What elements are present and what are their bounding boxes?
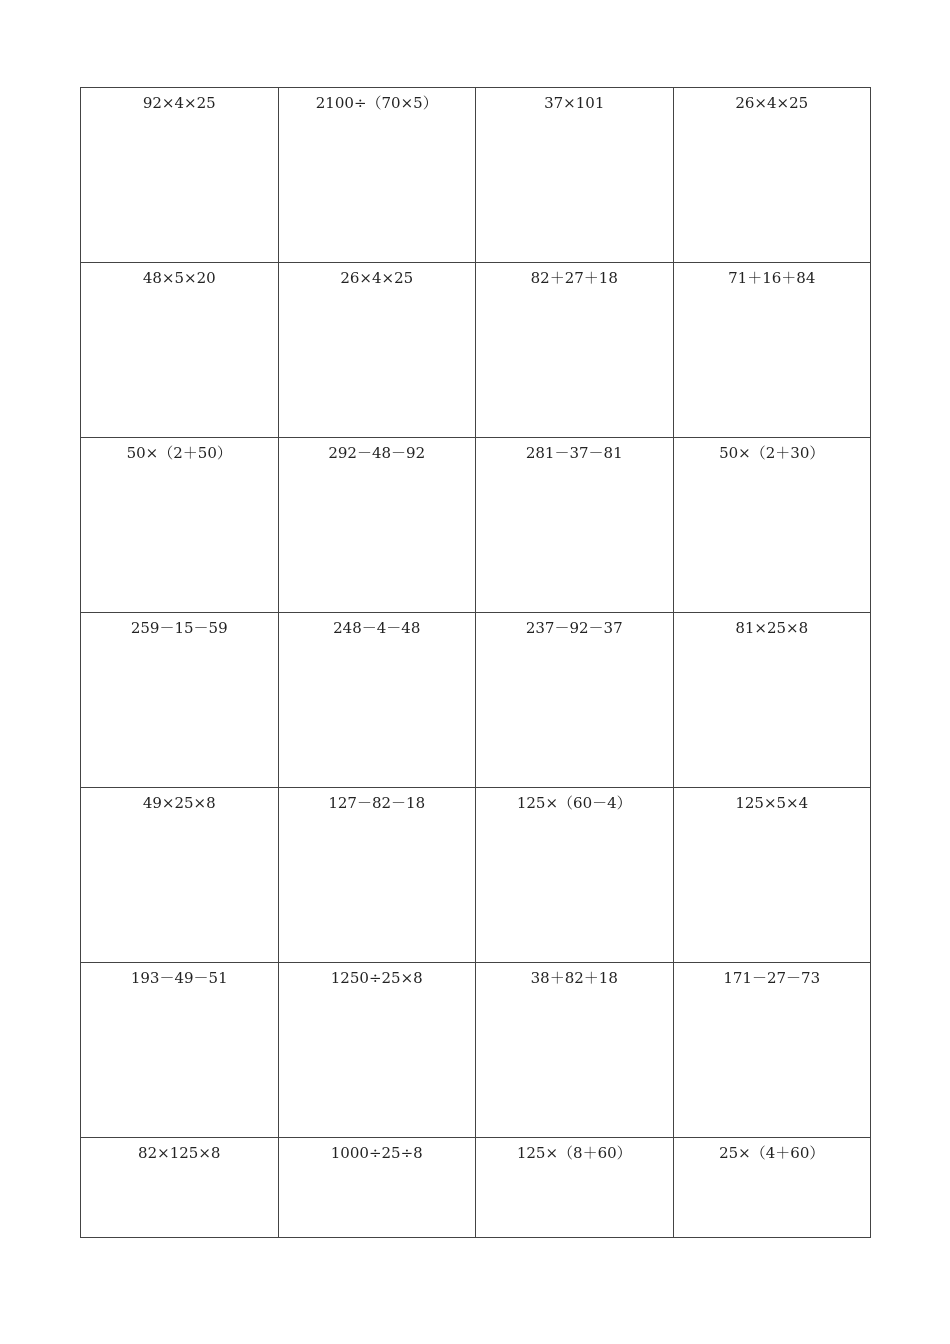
problem-expression: 82×125×8 [138,1144,221,1162]
problem-grid-body [81,88,871,1238]
problem-cell [476,613,674,788]
problem-expression: 26×4×25 [735,94,809,112]
problem-expression: 50×（2＋30） [719,444,825,462]
problem-expression: 237－92－37 [525,619,623,637]
problem-expression: 50×（2＋50） [126,444,232,462]
problem-cell [81,263,279,438]
problem-expression: 259－15－59 [130,619,228,637]
problem-expression: 37×101 [544,94,605,112]
problem-expression: 193－49－51 [130,969,228,987]
problem-cell [81,788,279,963]
problem-expression: 26×4×25 [340,269,414,287]
problem-cell [278,788,476,963]
problem-cell [81,963,279,1138]
problem-expression: 127－82－18 [328,794,426,812]
problem-cell [81,613,279,788]
problem-expression: 125×（8＋60） [516,1144,632,1162]
problem-expression: 281－37－81 [525,444,623,462]
problem-expression: 71＋16＋84 [728,269,816,287]
problem-cell [476,263,674,438]
problem-expression: 292－48－92 [328,444,426,462]
problem-cell [278,963,476,1138]
problem-cell [673,263,871,438]
problem-expression: 48×5×20 [142,269,216,287]
problem-cell [476,963,674,1138]
problem-row [81,263,871,438]
problem-cell [673,613,871,788]
problem-row [81,438,871,613]
problem-expression: 38＋82＋18 [530,969,618,987]
problem-expression: 92×4×25 [142,94,216,112]
problem-expression: 25×（4＋60） [719,1144,825,1162]
problem-cell [673,963,871,1138]
problem-row [81,88,871,263]
problem-cell [278,1138,476,1238]
problem-expression: 2100÷（70×5） [315,94,438,112]
problem-cell [278,613,476,788]
problem-cell [278,88,476,263]
problem-expression: 1000÷25÷8 [330,1144,423,1162]
problem-cell [81,438,279,613]
problem-expression: 81×25×8 [735,619,809,637]
problem-expression: 49×25×8 [142,794,216,812]
problem-cell [673,438,871,613]
problem-cell [81,1138,279,1238]
problem-cell [476,88,674,263]
problem-expression: 171－27－73 [723,969,821,987]
problem-cell [476,438,674,613]
problem-expression: 125×5×4 [735,794,809,812]
problem-row [81,1138,871,1238]
problem-cell [673,1138,871,1238]
problem-cell [476,788,674,963]
problem-cell [673,788,871,963]
problem-row [81,963,871,1138]
problem-cell [673,88,871,263]
problem-cell [81,88,279,263]
problem-cell [278,263,476,438]
problem-expression: 125×（60－4） [516,794,632,812]
problem-row [81,788,871,963]
problem-expression: 1250÷25×8 [330,969,423,987]
problem-expression: 82＋27＋18 [530,269,618,287]
problem-cell [278,438,476,613]
problem-cell [476,1138,674,1238]
problem-grid [80,87,871,1238]
problem-row [81,613,871,788]
problem-expression: 248－4－48 [333,619,421,637]
